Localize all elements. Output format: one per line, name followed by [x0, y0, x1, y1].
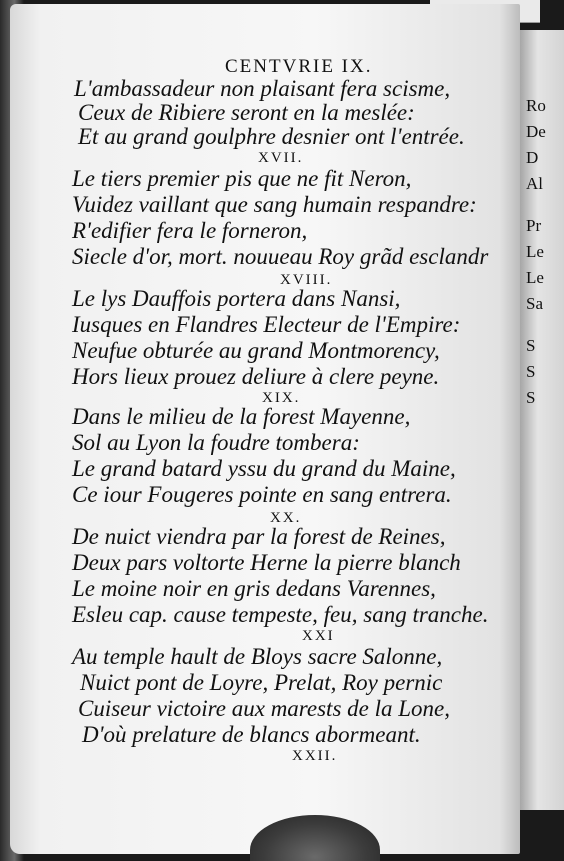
facing-fragment: S	[526, 336, 536, 355]
verse-line: Dans le milieu de la forest Mayenne,	[72, 404, 411, 429]
verse-line: Deux pars voltorte Herne la pierre blanch	[72, 550, 461, 575]
quatrain-number: XVIII.	[280, 272, 333, 288]
facing-fragment: Le	[526, 268, 544, 287]
verse-line: Ce iour Fougeres pointe en sang entrera.	[72, 482, 452, 507]
facing-fragment: S	[526, 362, 536, 381]
verse-line: Le lys Dauffois portera dans Nansi,	[72, 286, 401, 311]
quatrain-number: XXII.	[292, 748, 338, 764]
facing-fragment: Ro	[526, 96, 546, 115]
verse-line: Au temple hault de Bloys sacre Salonne,	[72, 644, 443, 669]
verse-line: Vuidez vaillant que sang humain respandre:	[72, 192, 477, 217]
verse-line: Ceux de Ribiere seront en la meslée:	[78, 100, 415, 125]
verse-line: Neufue obturée au grand Montmorency,	[72, 338, 440, 363]
quatrain-number: XIX.	[262, 390, 301, 406]
verse-line: Le grand batard yssu du grand du Maine,	[72, 456, 456, 481]
verse-line: Le tiers premier pis que ne fit Neron,	[72, 166, 412, 191]
facing-fragment: S	[526, 388, 536, 407]
verse-line: Siecle d'or, mort. nouueau Roy grãd esclandr	[72, 244, 489, 269]
facing-fragment: Sa	[526, 294, 543, 313]
verse-line: De nuict viendra par la forest de Reines,	[72, 524, 446, 549]
verse-line: L'ambassadeur non plaisant fera scisme,	[74, 76, 451, 101]
verse-line: Sol au Lyon la foudre tombera:	[72, 430, 360, 455]
verse-line: Le moine noir en gris dedans Varennes,	[72, 576, 436, 601]
verse-line: R'edifier fera le forneron,	[72, 218, 308, 243]
verse-line: Cuiseur victoire aux marests de la Lone,	[78, 696, 450, 721]
quatrain-number: XXI	[302, 628, 335, 644]
facing-fragment: Pr	[526, 216, 542, 235]
facing-page-edge	[520, 30, 564, 810]
verse-line: Esleu cap. cause tempeste, feu, sang tranche.	[72, 602, 489, 627]
verse-line: Hors lieux prouez deliure à clere peyne.	[72, 364, 440, 389]
facing-fragment: De	[526, 122, 546, 141]
quatrain-number: XX.	[270, 510, 302, 526]
verse-line: Iusques en Flandres Electeur de l'Empire:	[72, 312, 461, 337]
facing-fragment: Al	[526, 174, 543, 193]
page-header: CENTVRIE IX.	[225, 56, 373, 77]
verse-line: Et au grand goulphre desnier ont l'entrée.	[78, 124, 465, 149]
verse-line: Nuict pont de Loyre, Prelat, Roy pernic	[80, 670, 443, 695]
verse-line: D'où prelature de blancs abormeant.	[82, 722, 421, 747]
facing-fragment: Le	[526, 242, 544, 261]
quatrain-number: XVII.	[258, 150, 304, 166]
facing-fragment: D	[526, 148, 539, 167]
